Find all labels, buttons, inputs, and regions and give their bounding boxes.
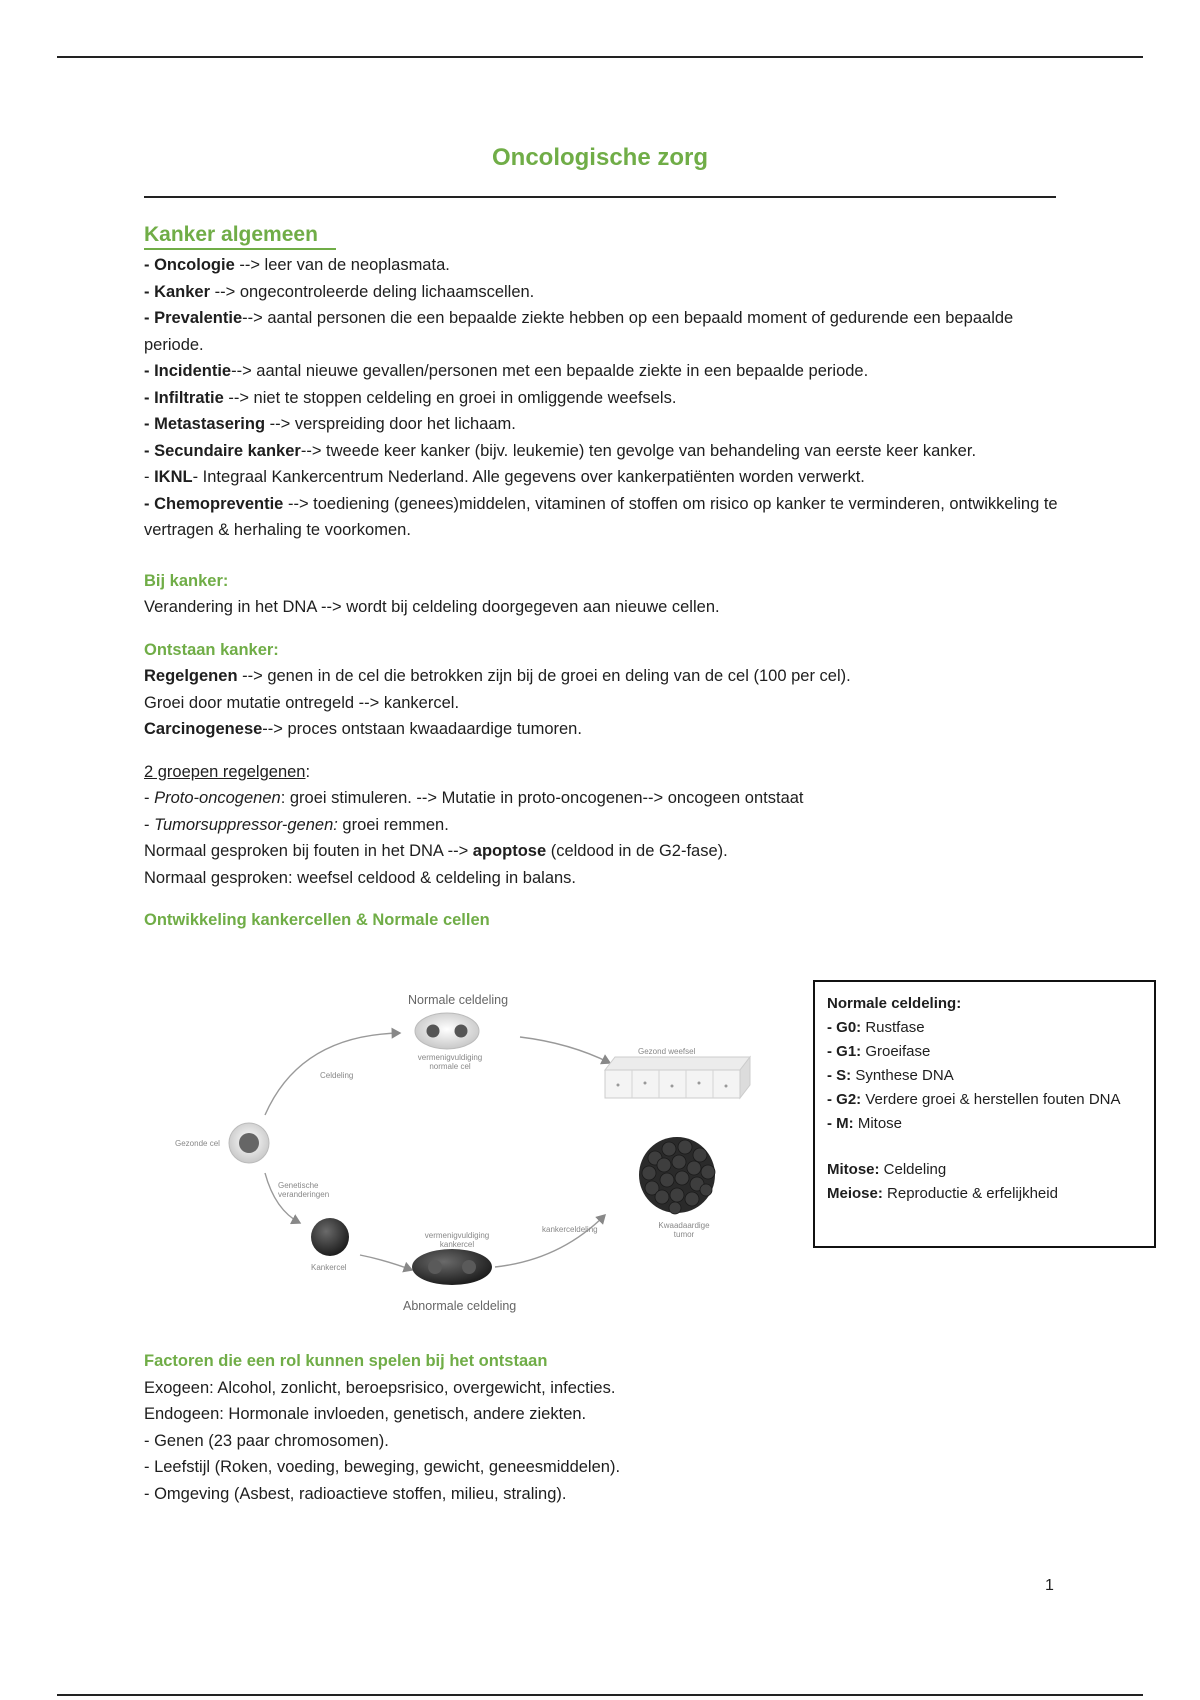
factor-line: Endogeen: Hormonale invloeden, genetisch, andere ziekten. bbox=[144, 1405, 587, 1423]
abnormal-dividing-nucleus bbox=[462, 1260, 476, 1274]
label-kwaadaardige-tumor: Kwaadaardige tumor bbox=[658, 1221, 710, 1239]
paragraph: Normaal gesproken: weefsel celdood & celdeling in balans. bbox=[144, 868, 577, 887]
label-vermenigvuldiging-kanker: vermenigvuldiging kankercel bbox=[424, 1231, 490, 1249]
bottom-rule bbox=[57, 1694, 1143, 1696]
definition-item: - Metastasering --> verspreiding door het lichaam. bbox=[144, 415, 516, 433]
definition-item: - Chemopreventie --> toediening (genees)middelen, vitaminen of stoffen om risico op kanker te verminderen, ontwikkeling te vertragen & herhaling te voorkomen. bbox=[144, 494, 1058, 539]
paragraph: Verandering in het DNA --> wordt bij celdeling doorgegeven aan nieuwe cellen. bbox=[144, 598, 720, 616]
heading-bij-kanker: Bij kanker: bbox=[144, 571, 229, 590]
heading-ontwikkeling: Ontwikkeling kankercellen & Normale cellen bbox=[144, 911, 490, 929]
label-genetische-veranderingen: Genetische veranderingen bbox=[278, 1181, 330, 1199]
paragraph: Regelgenen --> genen in de cel die betrokken zijn bij de groei en deling van de cel (100 per cel). bbox=[144, 667, 851, 685]
definition-list bbox=[144, 252, 1064, 544]
phase-item: - G0: Rustfase bbox=[827, 1019, 925, 1036]
paragraph: - Tumorsuppressor-genen: groei remmen. bbox=[144, 815, 449, 834]
info-box-heading: Normale celdeling: bbox=[827, 995, 962, 1012]
definition-item: - Prevalentie--> aantal personen die een bepaalde ziekte hebben op een bepaald moment of gedurende een bepaalde periode. bbox=[144, 309, 1014, 354]
arrow-to-abnormal-division bbox=[360, 1255, 412, 1270]
phase-item: - G1: Groeifase bbox=[827, 1043, 931, 1060]
arrow-to-healthy-tissue bbox=[520, 1037, 610, 1063]
healthy-tissue bbox=[605, 1057, 750, 1098]
mitose-definition: Mitose: Celdeling bbox=[827, 1161, 947, 1178]
label-gezonde-cel: Gezonde cel bbox=[175, 1139, 220, 1148]
paragraph: Carcinogenese--> proces ontstaan kwaadaardige tumoren. bbox=[144, 720, 582, 738]
cancer-cell bbox=[311, 1218, 349, 1256]
definition-item: - Infiltratie --> niet te stoppen celdeling en groei in omliggende weefsels. bbox=[144, 388, 677, 407]
definition-item-iknl: - IKNL- Integraal Kankercentrum Nederland. Alle gegevens over kankerpatiënten worden verwerkt. bbox=[144, 468, 865, 486]
factor-line: - Genen (23 paar chromosomen). bbox=[144, 1431, 389, 1450]
cell-division-diagram bbox=[150, 975, 770, 1330]
info-box-normale-celdeling bbox=[813, 980, 1156, 1248]
meiose-definition: Meiose: Reproductie & erfelijkheid bbox=[827, 1185, 1058, 1202]
factor-line: - Omgeving (Asbest, radioactieve stoffen, milieu, straling). bbox=[144, 1484, 567, 1503]
label-vermenigvuldiging-normaal: vermenigvuldiging normale cel bbox=[417, 1053, 483, 1071]
title-rule bbox=[144, 196, 1056, 198]
document-body bbox=[144, 222, 1064, 934]
label-gezond-weefsel: Gezond weefsel bbox=[638, 1047, 696, 1056]
normal-dividing-nucleus bbox=[427, 1025, 440, 1038]
healthy-cell-nucleus bbox=[239, 1133, 259, 1153]
label-kankercel: Kankercel bbox=[311, 1263, 347, 1272]
diagram-graphic bbox=[150, 975, 770, 1330]
paragraph: Normaal gesproken bij fouten in het DNA --> apoptose (celdood in de G2-fase). bbox=[144, 842, 728, 860]
paragraph: 2 groepen regelgenen: bbox=[144, 762, 311, 781]
abnormal-dividing-cell bbox=[412, 1249, 492, 1285]
definition-item: - Incidentie--> aantal nieuwe gevallen/personen met een bepaalde ziekte in een bepaalde periode. bbox=[144, 362, 869, 380]
arrow-to-tumor bbox=[495, 1215, 605, 1267]
label-celdeling: Celdeling bbox=[320, 1071, 354, 1080]
label-abnormale-celdeling: Abnormale celdeling bbox=[403, 1299, 517, 1313]
label-kankerceldeling: kankerceldeling bbox=[542, 1225, 598, 1234]
factors-section bbox=[144, 1348, 1064, 1507]
malignant-tumor bbox=[639, 1137, 715, 1214]
phase-item: - G2: Verdere groei & herstellen fouten DNA bbox=[827, 1091, 1121, 1108]
normal-dividing-nucleus bbox=[455, 1025, 468, 1038]
normal-dividing-cell bbox=[415, 1013, 479, 1049]
definition-item: - Kanker --> ongecontroleerde deling lichaamscellen. bbox=[144, 282, 535, 301]
factor-line: Exogeen: Alcohol, zonlicht, beroepsrisico, overgewicht, infecties. bbox=[144, 1378, 616, 1397]
definition-item: - Oncologie --> leer van de neoplasmata. bbox=[144, 256, 450, 274]
page-title: Oncologische zorg bbox=[491, 144, 709, 171]
definition-item: - Secundaire kanker--> tweede keer kanker (bijv. leukemie) ten gevolge van behandeling van eerste keer kanker. bbox=[144, 441, 977, 460]
section-heading-kanker-algemeen: Kanker algemeen bbox=[144, 222, 336, 250]
paragraph: - Proto-oncogenen: groei stimuleren. --> Mutatie in proto-oncogenen--> oncogeen ontstaat bbox=[144, 789, 804, 807]
top-rule bbox=[57, 56, 1143, 58]
label-normale-celdeling: Normale celdeling bbox=[408, 993, 509, 1007]
heading-ontstaan-kanker: Ontstaan kanker: bbox=[144, 640, 279, 659]
page-number: 1 bbox=[1045, 1577, 1054, 1594]
heading-factoren: Factoren die een rol kunnen spelen bij het ontstaan bbox=[144, 1352, 548, 1370]
phase-item: - M: Mitose bbox=[827, 1115, 903, 1132]
paragraph: Groei door mutatie ontregeld --> kankercel. bbox=[144, 693, 460, 712]
phase-item: - S: Synthese DNA bbox=[827, 1067, 954, 1084]
factor-line: - Leefstijl (Roken, voeding, beweging, gewicht, geneesmiddelen). bbox=[144, 1458, 621, 1476]
abnormal-dividing-nucleus bbox=[428, 1260, 442, 1274]
